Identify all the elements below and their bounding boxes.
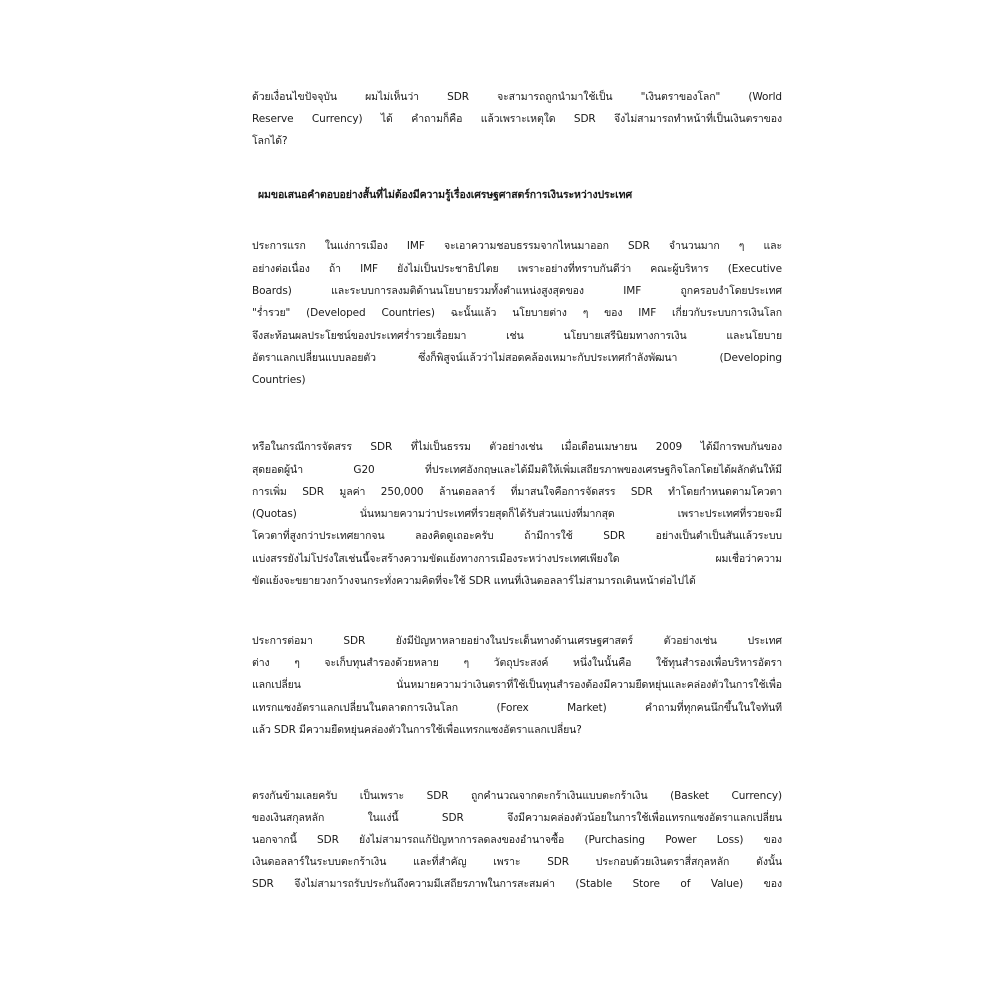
paragraph-2-line-4: "ร่ำรวย" (Developed Countries) ฉะนั้นแล้ว นโยบายต่าง ๆ ของ IMF เกี่ยวกับระบบการเงินโลก: [252, 307, 782, 319]
paragraph-4-line-4: แทรกแซงอัตราแลกเปลี่ยนในตลาดการเงินโลก (Forex Market) คำถามที่ทุกคนนึกขึ้นในใจทันที: [252, 702, 782, 714]
paragraph-3-line-7: ขัดแย้งจะขยายวงกว้างจนกระทั่งความคิดที่จะใช้ SDR แทนที่เงินดอลลาร์ไม่สามารถเดินหน้าต่อไปได้: [252, 575, 696, 587]
paragraph-2-line-3: Boards) และระบบการลงมติด้านนโยบายรวมทั้งตำแหน่งสูงสุดของ IMF ถูกครอบงำโดยประเทศ: [252, 285, 782, 297]
paragraph-5-line-3: นอกจากนี้ SDR ยังไม่สามารถแก้ปัญหาการลดลงของอำนาจซื้อ (Purchasing Power Loss) ของ: [252, 834, 782, 846]
paragraph-5-line-1: ตรงกันข้ามเลยครับ เป็นเพราะ SDR ถูกคำนวณจากตะกร้าเงินแบบตะกร้าเงิน (Basket Currency): [252, 790, 782, 802]
paragraph-1-line-2: Reserve Currency) ได้ คำถามก็คือ แล้วเพราะเหตุใด SDR จึงไม่สามารถทำหน้าที่เป็นเงินตราของ: [252, 113, 782, 125]
paragraph-4-line-1: ประการต่อมา SDR ยังมีปัญหาหลายอย่างในประเด็นทางด้านเศรษฐศาสตร์ ตัวอย่างเช่น ประเทศ: [252, 635, 782, 647]
paragraph-5-line-5: SDR จึงไม่สามารถรับประกันถึงความมีเสถียรภาพในการสะสมค่า (Stable Store of Value) ของ: [252, 878, 782, 890]
paragraph-1-line-3: โลกได้?: [252, 135, 288, 147]
paragraph-3-line-4: (Quotas) นั่นหมายความว่าประเทศที่รวยสุดก็ได้รับส่วนแบ่งที่มากสุด เพราะประเทศที่รวยจะมี: [252, 508, 782, 520]
section-heading: ผมขอเสนอคำตอบอย่างสั้นที่ไม่ต้องมีความรู้เรื่องเศรษฐศาสตร์การเงินระหว่างประเทศ: [258, 189, 633, 201]
paragraph-2-line-1: ประการแรก ในแง่การเมือง IMF จะเอาความชอบธรรมจากไหนมาออก SDR จำนวนมาก ๆ และ: [252, 240, 782, 252]
paragraph-4-line-3: แลกเปลี่ยน นั่นหมายความว่าเงินตราที่ใช้เป็นทุนสำรองต้องมีความยืดหยุ่นและคล่องตัวในการใช้เพื่อ: [252, 679, 782, 691]
paragraph-5-line-2: ของเงินสกุลหลัก ในแง่นี้ SDR จึงมีความคล่องตัวน้อยในการใช้เพื่อแทรกแซงอัตราแลกเปลี่ยน: [252, 812, 782, 824]
paragraph-2-line-2: อย่างต่อเนื่อง ถ้า IMF ยังไม่เป็นประชาธิปไตย เพราะอย่างที่ทราบกันดีว่า คณะผู้บริหาร (Executive: [252, 263, 782, 275]
paragraph-1-line-1: ด้วยเงื่อนไขปัจจุบัน ผมไม่เห็นว่า SDR จะสามารถถูกนำมาใช้เป็น "เงินตราของโลก" (World: [252, 91, 782, 103]
paragraph-4-line-5: แล้ว SDR มีความยืดหยุ่นคล่องตัวในการใช้เพื่อแทรกแซงอัตราแลกเปลี่ยน?: [252, 724, 582, 736]
paragraph-5-line-4: เงินดอลลาร์ในระบบตะกร้าเงิน และที่สำคัญ เพราะ SDR ประกอบด้วยเงินตราสี่สกุลหลัก ดังนั้น: [252, 856, 782, 868]
paragraph-2-line-7: Countries): [252, 374, 306, 386]
paragraph-3-line-1: หรือในกรณีการจัดสรร SDR ที่ไม่เป็นธรรม ตัวอย่างเช่น เมื่อเดือนเมษายน 2009 ได้มีการพบกันของ: [252, 441, 782, 453]
paragraph-2-line-6: อัตราแลกเปลี่ยนแบบลอยตัว ซึ่งก็พิสูจน์แล้วว่าไม่สอดคล้องเหมาะกับประเทศกำลังพัฒนา (Developing: [252, 352, 782, 364]
paragraph-2-line-5: จึงสะท้อนผลประโยชน์ของประเทศร่ำรวยเรื่อยมา เช่น นโยบายเสรีนิยมทางการเงิน และนโยบาย: [252, 330, 782, 342]
paragraph-4-line-2: ต่าง ๆ จะเก็บทุนสำรองด้วยหลาย ๆ วัตถุประสงค์ หนึ่งในนั้นคือ ใช้ทุนสำรองเพื่อบริหารอัตรา: [252, 657, 782, 669]
paragraph-3-line-2: สุดยอดผู้นำ G20 ที่ประเทศอังกฤษและได้มีมติให้เพิ่มเสถียรภาพของเศรษฐกิจโลกโดยได้ผลักดันให้มี: [252, 464, 782, 476]
paragraph-3-line-6: แบ่งสรรยังไม่โปร่งใสเช่นนี้จะสร้างความขัดแย้งทางการเมืองระหว่างประเทศเพียงใด ผมเชื่อว่าความ: [252, 553, 782, 565]
paragraph-3-line-3: การเพิ่ม SDR มูลค่า 250,000 ล้านดอลลาร์ ที่มาสนใจคือการจัดสรร SDR ทำโดยกำหนดตามโควตา: [252, 486, 782, 498]
paragraph-3-line-5: โควตาที่สูงกว่าประเทศยากจน ลองคิดดูเถอะครับ ถ้ามีการใช้ SDR อย่างเป็นตำเป็นสันแล้วระบบ: [252, 530, 782, 542]
